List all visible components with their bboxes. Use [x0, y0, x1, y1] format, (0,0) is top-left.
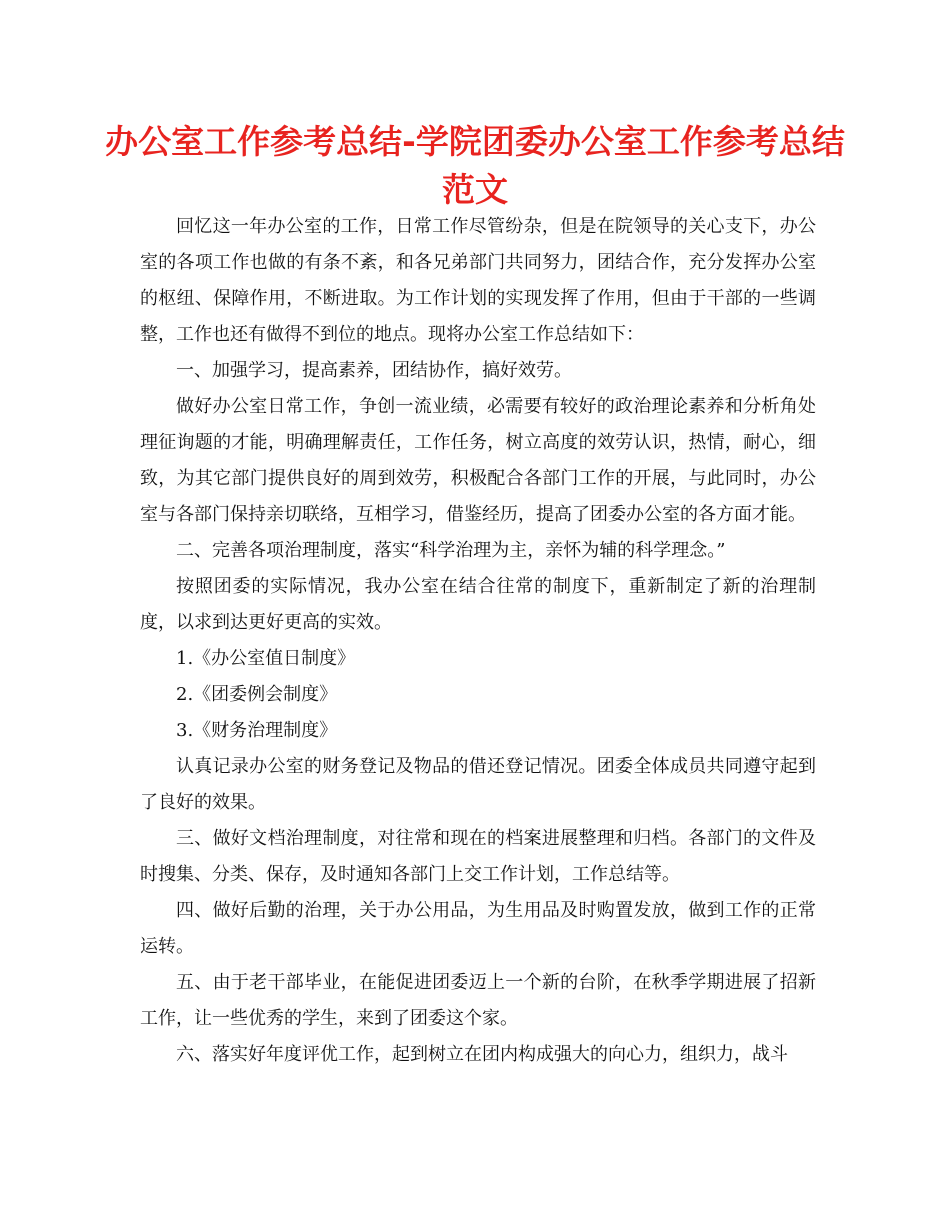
list-item: 1.《办公室值日制度》: [176, 648, 356, 669]
paragraph: 按照团委的实际情况，我办公室在结合往常的制度下，重新制定了新的治理制度，以求到达更好更高的实效。: [140, 576, 816, 633]
document-title: 办公室工作参考总结-学院团委办公室工作参考总结范文: [105, 122, 845, 209]
paragraph: 回忆这一年办公室的工作，日常工作尽管纷杂，但是在院领导的关心支下，办公室的各项工作也做的有条不紊，和各兄弟部门共同努力，团结合作，充分发挥办公室的枢纽、保障作用，不断进取。为工作计划的实现发挥了作用，但由于干部的一些调整，工作也还有做得不到位的地点。现将办公室工作总结如下：: [140, 216, 816, 345]
paragraph: 三、做好文档治理制度，对往常和现在的档案进展整理和归档。各部门的文件及时搜集、分类、保存，及时通知各部门上交工作计划，工作总结等。: [140, 828, 816, 885]
paragraph: 做好办公室日常工作，争创一流业绩，必需要有较好的政治理论素养和分析角处理征询题的才能，明确理解责任，工作任务，树立高度的效劳认识，热情，耐心，细致，为其它部门提供良好的周到效劳，积极配合各部门工作的开展，与此同时，办公室与各部门保持亲切联络，互相学习，借鉴经历，提高了团委办公室的各方面才能。: [140, 396, 816, 525]
paragraph: 五、由于老干部毕业，在能促进团委迈上一个新的台阶，在秋季学期进展了招新工作，让一些优秀的学生，来到了团委这个家。: [140, 972, 816, 1029]
section-heading: 一、加强学习，提高素养，团结协作，搞好效劳。: [176, 360, 572, 381]
document-body: [140, 209, 816, 1073]
paragraph: 六、落实好年度评优工作，起到树立在团内构成强大的向心力，组织力，战斗: [176, 1044, 788, 1065]
paragraph: 四、做好后勤的治理，关于办公用品，为生用品及时购置发放，做到工作的正常运转。: [140, 900, 816, 957]
section-heading: 二、完善各项治理制度，落实“科学治理为主，亲怀为辅的科学理念。”: [176, 540, 726, 561]
list-item: 3.《财务治理制度》: [176, 720, 338, 741]
list-item: 2.《团委例会制度》: [176, 684, 338, 705]
paragraph: 认真记录办公室的财务登记及物品的借还登记情况。团委全体成员共同遵守起到了良好的效果。: [140, 756, 816, 813]
